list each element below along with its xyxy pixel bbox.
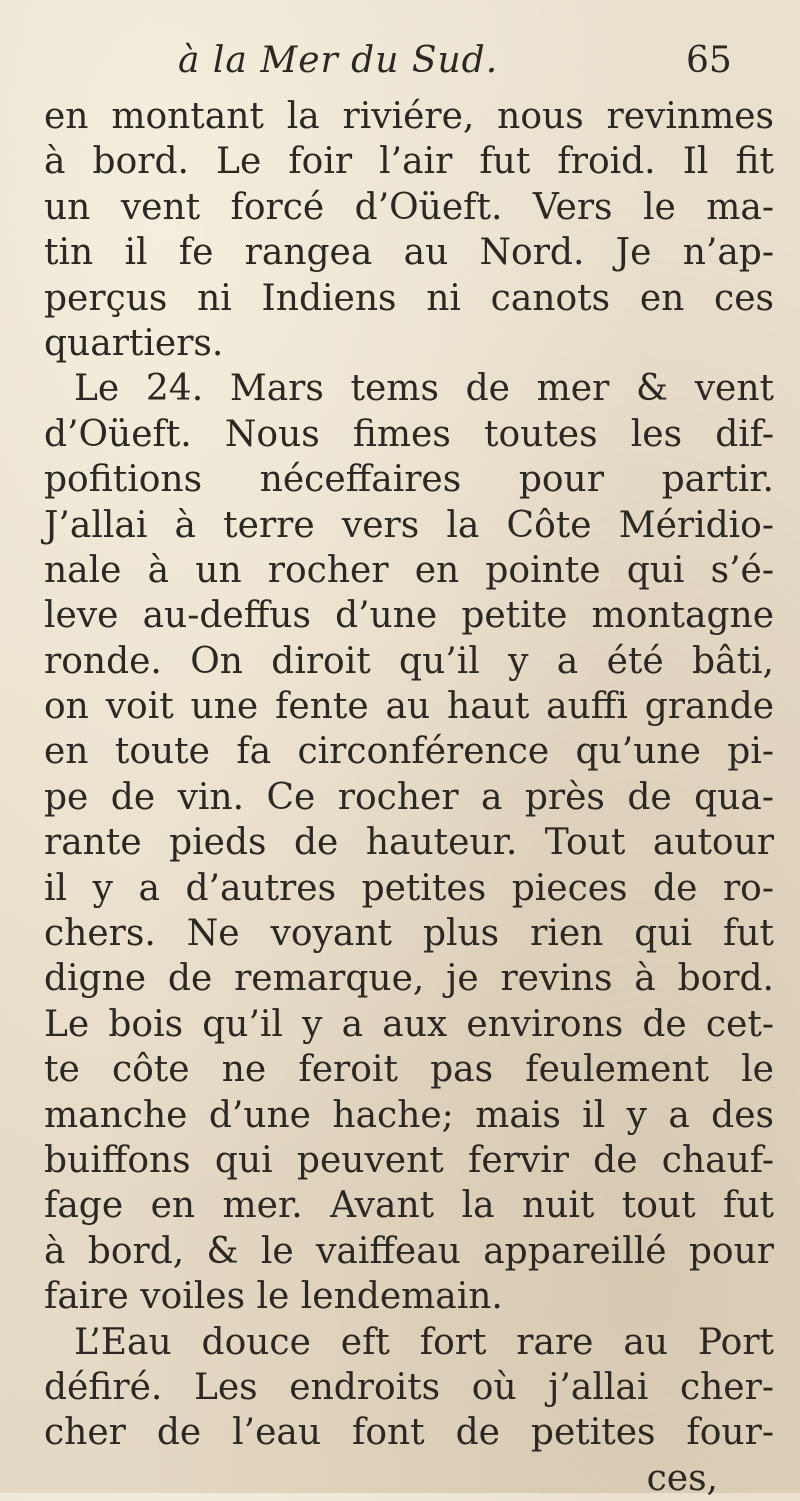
text-line: en montant la riviére, nous revinmes [44, 96, 774, 137]
text-line: ronde. On diroit qu’il y a été bâti, [44, 640, 774, 682]
text-line: quartiers. [44, 322, 224, 364]
text-line: perçus ni Indiens ni canots en ces [44, 277, 774, 319]
text-line: d’Oüeft. Nous fimes toutes les dif- [44, 413, 774, 455]
text-line: faire voiles le lendemain. [44, 1276, 503, 1318]
text-line: il y a d’autres petites pieces de ro- [44, 867, 774, 909]
text-line: chers. Ne voyant plus rien qui fut [44, 913, 774, 955]
text-line: buiffons qui peuvent fervir de chauf- [44, 1139, 774, 1181]
text-line: te côte ne feroit pas feulement le [44, 1049, 774, 1091]
text-line: pe de vin. Ce rocher a près de qua- [44, 776, 774, 818]
text-line: manche d’une hache; mais il y a des [44, 1094, 774, 1136]
catchword: ces, [646, 1457, 718, 1499]
text-line: un vent forcé d’Oüeft. Vers le ma- [44, 186, 774, 228]
page-number: 65 [686, 40, 732, 81]
text-line: cher de l’eau font de petites four- [44, 1412, 774, 1454]
text-line: défiré. Les endroits où j’allai cher- [44, 1366, 774, 1408]
text-line: en toute fa circonférence qu’une pi- [44, 731, 774, 773]
running-head-title: à la Mer du Sud. [178, 40, 499, 81]
text-line: on voit une fente au haut auffi grande [44, 686, 774, 728]
running-head [0, 40, 800, 88]
text-line: nale à un rocher en pointe qui s’é- [44, 549, 774, 591]
text-line: rante pieds de hauteur. Tout autour [44, 822, 774, 864]
text-line: leve au-deffus d’une petite montagne [44, 595, 774, 637]
text-line: à bord, & le vaiffeau appareillé pour [44, 1230, 774, 1272]
text-line: fage en mer. Avant la nuit tout fut [44, 1185, 774, 1227]
text-line: digne de remarque, je revins à bord. [44, 958, 774, 1000]
text-line: pofitions néceffaires pour partir. [44, 459, 774, 501]
body-text [44, 94, 774, 1501]
text-line: Le 24. Mars tems de mer & vent [74, 368, 774, 410]
text-line: L’Eau douce eft fort rare au Port [74, 1321, 774, 1363]
text-line: à bord. Le foir l’air fut froid. Il fit [44, 141, 774, 183]
text-line: Le bois qu’il y a aux environs de cet- [44, 1003, 774, 1045]
text-line: tin il fe rangea au Nord. Je n’ap- [44, 232, 774, 274]
text-line: J’allai à terre vers la Côte Méridio- [44, 504, 774, 546]
